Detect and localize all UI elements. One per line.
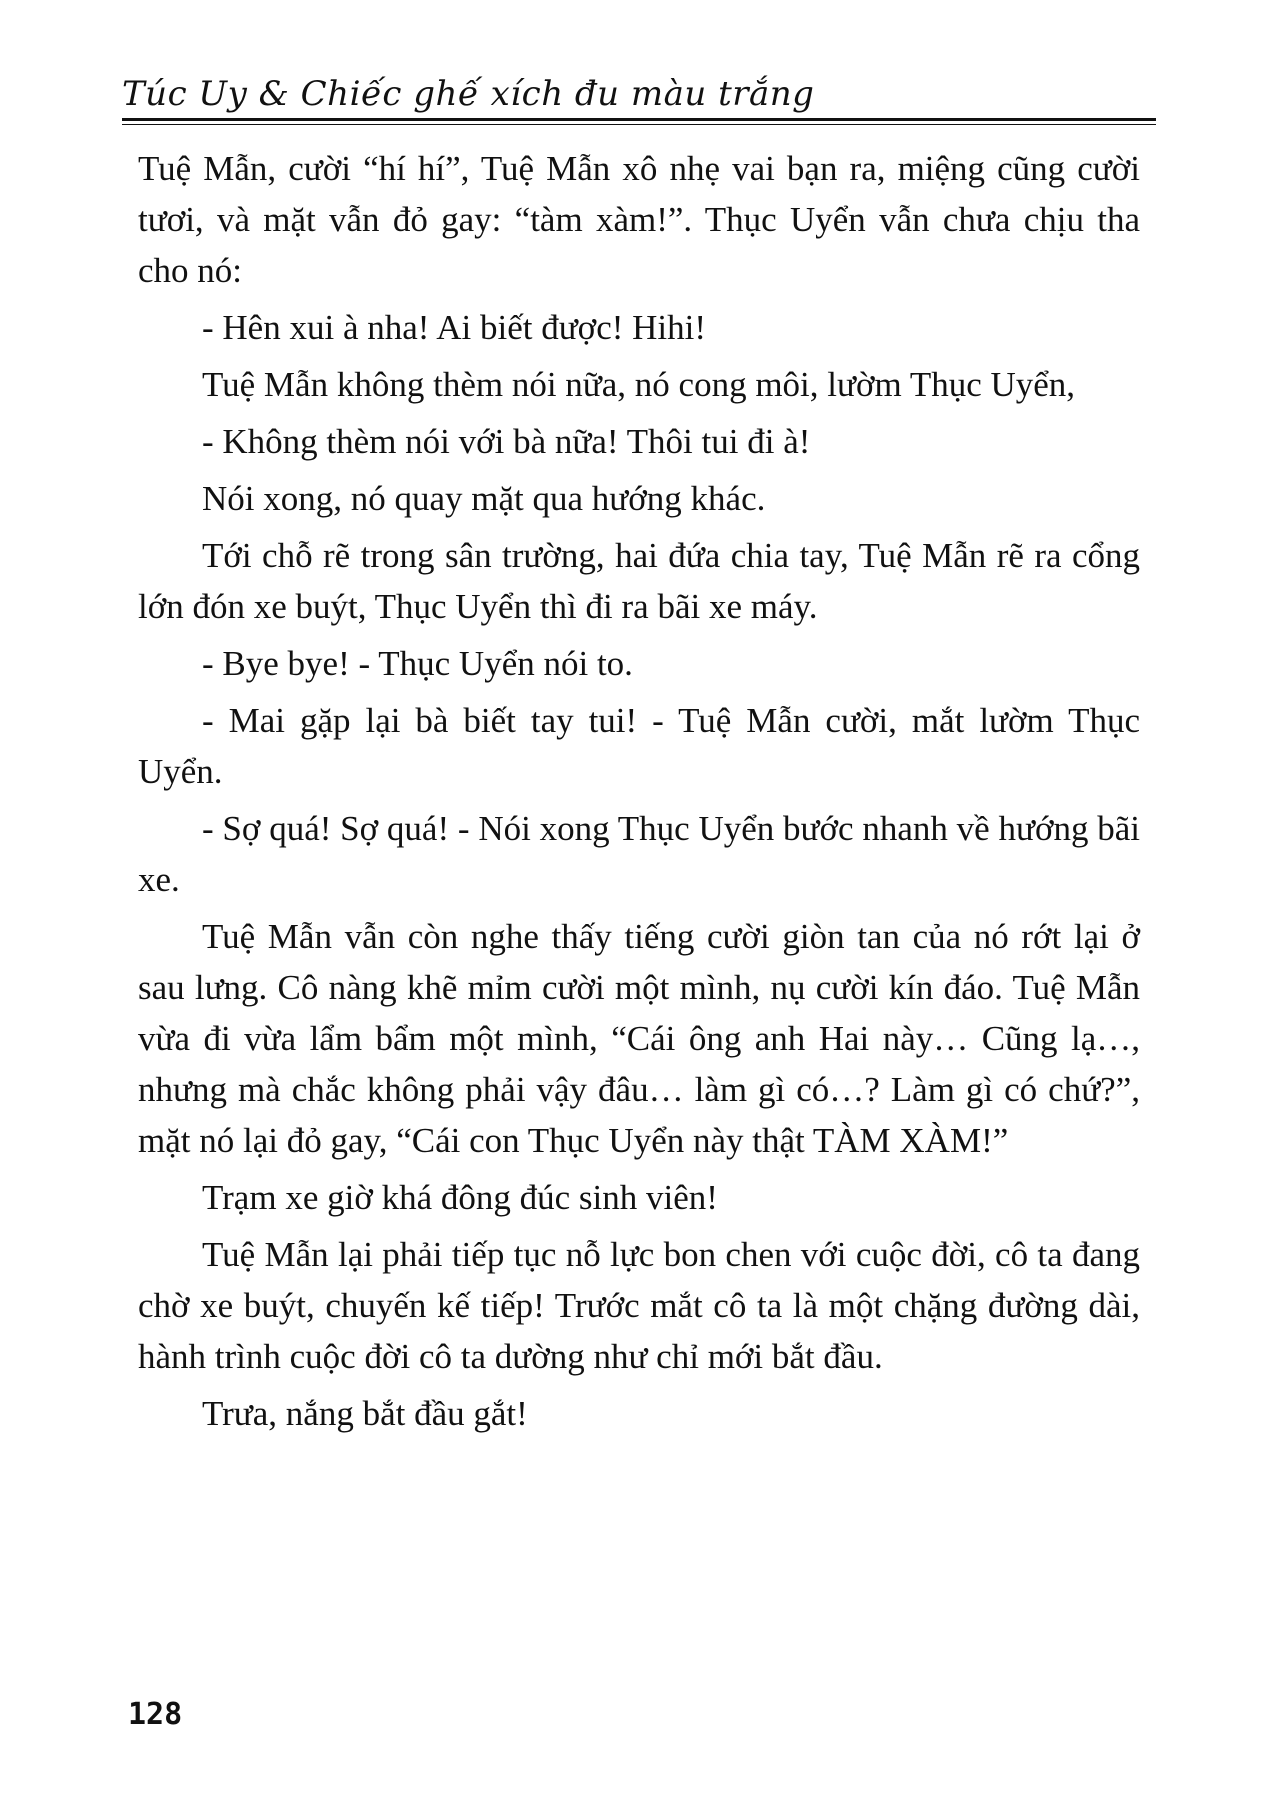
paragraph: Nói xong, nó quay mặt qua hướng khác. (202, 479, 766, 518)
header-rule-thick (122, 118, 1156, 121)
header-rule-thin (122, 124, 1156, 125)
paragraph: Tuệ Mẫn vẫn còn nghe thấy tiếng cười giòn tan của nó rớt lại ở sau lưng. Cô nàng khẽ mỉm cười một mình, nụ cười kín đáo. Tuệ Mẫn vừa đi vừa lẩm bẩm một mình, “Cái ông anh Hai này… Cũng lạ…, nhưng mà chắc không phải vậy đâu… làm gì có…? Làm gì có chứ?”, mặt nó lại đỏ gay, “Cái con Thục Uyển này thật TÀM XÀM!” (138, 917, 1140, 1160)
page-number: 128 (128, 1697, 183, 1732)
paragraph: - Bye bye! - Thục Uyển nói to. (202, 644, 633, 683)
paragraph: Tới chỗ rẽ trong sân trường, hai đứa chia tay, Tuệ Mẫn rẽ ra cổng lớn đón xe buýt, Thục Uyển thì đi ra bãi xe máy. (138, 536, 1140, 626)
paragraph: Trưa, nắng bắt đầu gắt! (202, 1394, 528, 1433)
paragraph: Tuệ Mẫn lại phải tiếp tục nỗ lực bon chen với cuộc đời, cô ta đang chờ xe buýt, chuyến kế tiếp! Trước mắt cô ta là một chặng đường dài, hành trình cuộc đời cô ta dường như chỉ mới bắt đầu. (138, 1235, 1140, 1376)
paragraph: - Sợ quá! Sợ quá! - Nói xong Thục Uyển bước nhanh về hướng bãi xe. (138, 809, 1140, 899)
page-body (138, 143, 1140, 1445)
paragraph: Tuệ Mẫn, cười “hí hí”, Tuệ Mẫn xô nhẹ vai bạn ra, miệng cũng cười tươi, và mặt vẫn đỏ gay: “tàm xàm!”. Thục Uyển vẫn chưa chịu tha cho nó: (138, 149, 1140, 290)
paragraph: - Hên xui à nha! Ai biết được! Hihi! (202, 308, 707, 347)
paragraph: Trạm xe giờ khá đông đúc sinh viên! (202, 1178, 718, 1217)
running-header-title: Túc Uy & Chiếc ghế xích đu màu trắng (122, 74, 815, 114)
paragraph: - Mai gặp lại bà biết tay tui! - Tuệ Mẫn cười, mắt lườm Thục Uyển. (138, 701, 1140, 791)
paragraph: Tuệ Mẫn không thèm nói nữa, nó cong môi, lườm Thục Uyển, (202, 365, 1076, 404)
paragraph: - Không thèm nói với bà nữa! Thôi tui đi à! (202, 422, 811, 461)
